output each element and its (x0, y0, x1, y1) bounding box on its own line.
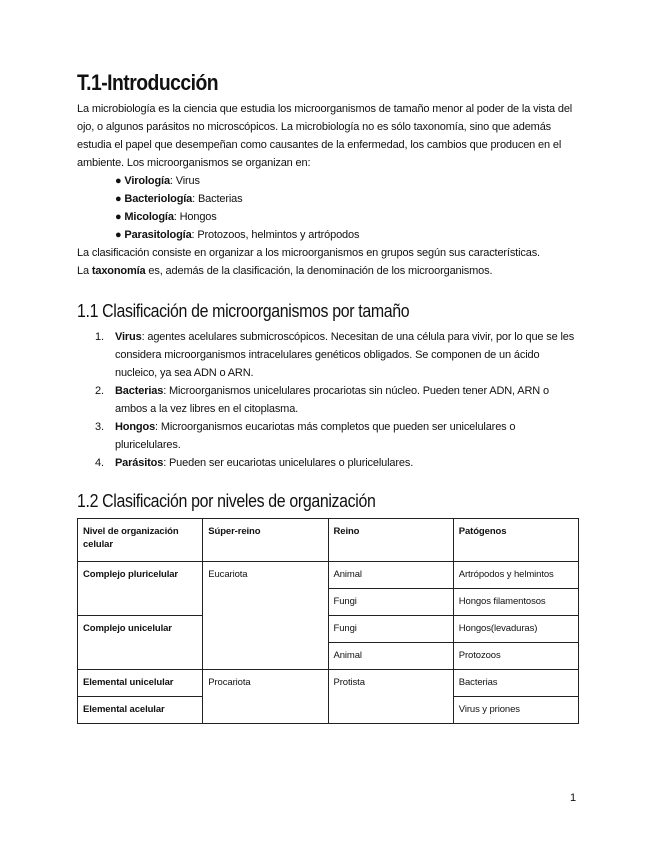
table-header: Reino (328, 519, 453, 562)
list-item: 4. Parásitos: Pueden ser eucariotas unicelulares o pluricelulares. (95, 457, 414, 469)
list-item: ● Parasitología: Protozoos, helmintos y artrópodos (115, 229, 360, 241)
table-header: Súper-reino (203, 519, 328, 562)
table-cell: Fungi (328, 616, 453, 643)
table-row (78, 562, 579, 589)
table-cell: Protozoos (453, 643, 578, 670)
section-heading-size: 1.1 Clasificación de microorganismos por tamaño (77, 300, 410, 321)
list-item: 2. Bacterias: Microorganismos unicelulares procariotas sin núcleo. Pueden tener ADN, ARN o ambos a la vez libres en el citoplasma. (95, 385, 549, 415)
table-cell: Animal (328, 562, 453, 589)
classification-paragraph: La clasificación consiste en organizar a los microorganismos en grupos según sus características. (77, 247, 540, 259)
table-cell: Protista (328, 670, 453, 724)
size-classification-list (77, 328, 579, 472)
table-cell: Animal (328, 643, 453, 670)
section-heading-levels: 1.2 Clasificación por niveles de organización (77, 490, 376, 511)
table-cell: Elemental acelular (78, 697, 203, 724)
intro-paragraph: La microbiología es la ciencia que estudia los microorganismos de tamaño menor al poder de la vista del ojo, o algunos parásitos no microscópicos. La microbiología no es sólo taxonomía, sino que además estudia el papel que desempeñan como causantes de la enfermedad, los cambios que producen en el ambiente. Los microorganismos se organizan en: (77, 103, 573, 169)
taxonomy-paragraph: La taxonomía es, además de la clasificación, la denominación de los microorganismos. (77, 265, 493, 277)
table-cell: Hongos(levaduras) (453, 616, 578, 643)
table-header-row (78, 519, 579, 562)
table-cell: Elemental unicelular (78, 670, 203, 697)
table-cell: Virus y priones (453, 697, 578, 724)
list-item: ● Micología: Hongos (115, 211, 217, 223)
table-cell: Bacterias (453, 670, 578, 697)
organization-table (77, 518, 579, 724)
table-cell: Eucariota (203, 562, 328, 670)
table-cell: Complejo unicelular (78, 616, 203, 670)
discipline-list (77, 172, 579, 244)
table-cell: Fungi (328, 589, 453, 616)
table-cell: Procariota (203, 670, 328, 724)
table-row (78, 616, 579, 643)
list-item: 3. Hongos: Microorganismos eucariotas más completos que pueden ser unicelulares o pluricelulares. (95, 421, 516, 451)
document-page (77, 70, 579, 724)
table-cell: Hongos filamentosos (453, 589, 578, 616)
page-number: 1 (570, 792, 577, 804)
list-item: 1. Virus: agentes acelulares submicroscópicos. Necesitan de una célula para vivir, por lo que se les considera microorganismos intracelulares genéticos obligados. Se componen de un ácido nucleico, ya sea ADN o ARN. (95, 331, 575, 379)
table-cell: Artrópodos y helmintos (453, 562, 578, 589)
table-header: Nivel de organización celular (78, 519, 203, 562)
table-cell: Complejo pluricelular (78, 562, 203, 616)
list-item: ● Virología: Virus (115, 175, 200, 187)
table-row (78, 670, 579, 697)
list-item: ● Bacteriología: Bacterias (115, 193, 243, 205)
table-header: Patógenos (453, 519, 578, 562)
page-title: T.1-Introducción (77, 70, 219, 95)
